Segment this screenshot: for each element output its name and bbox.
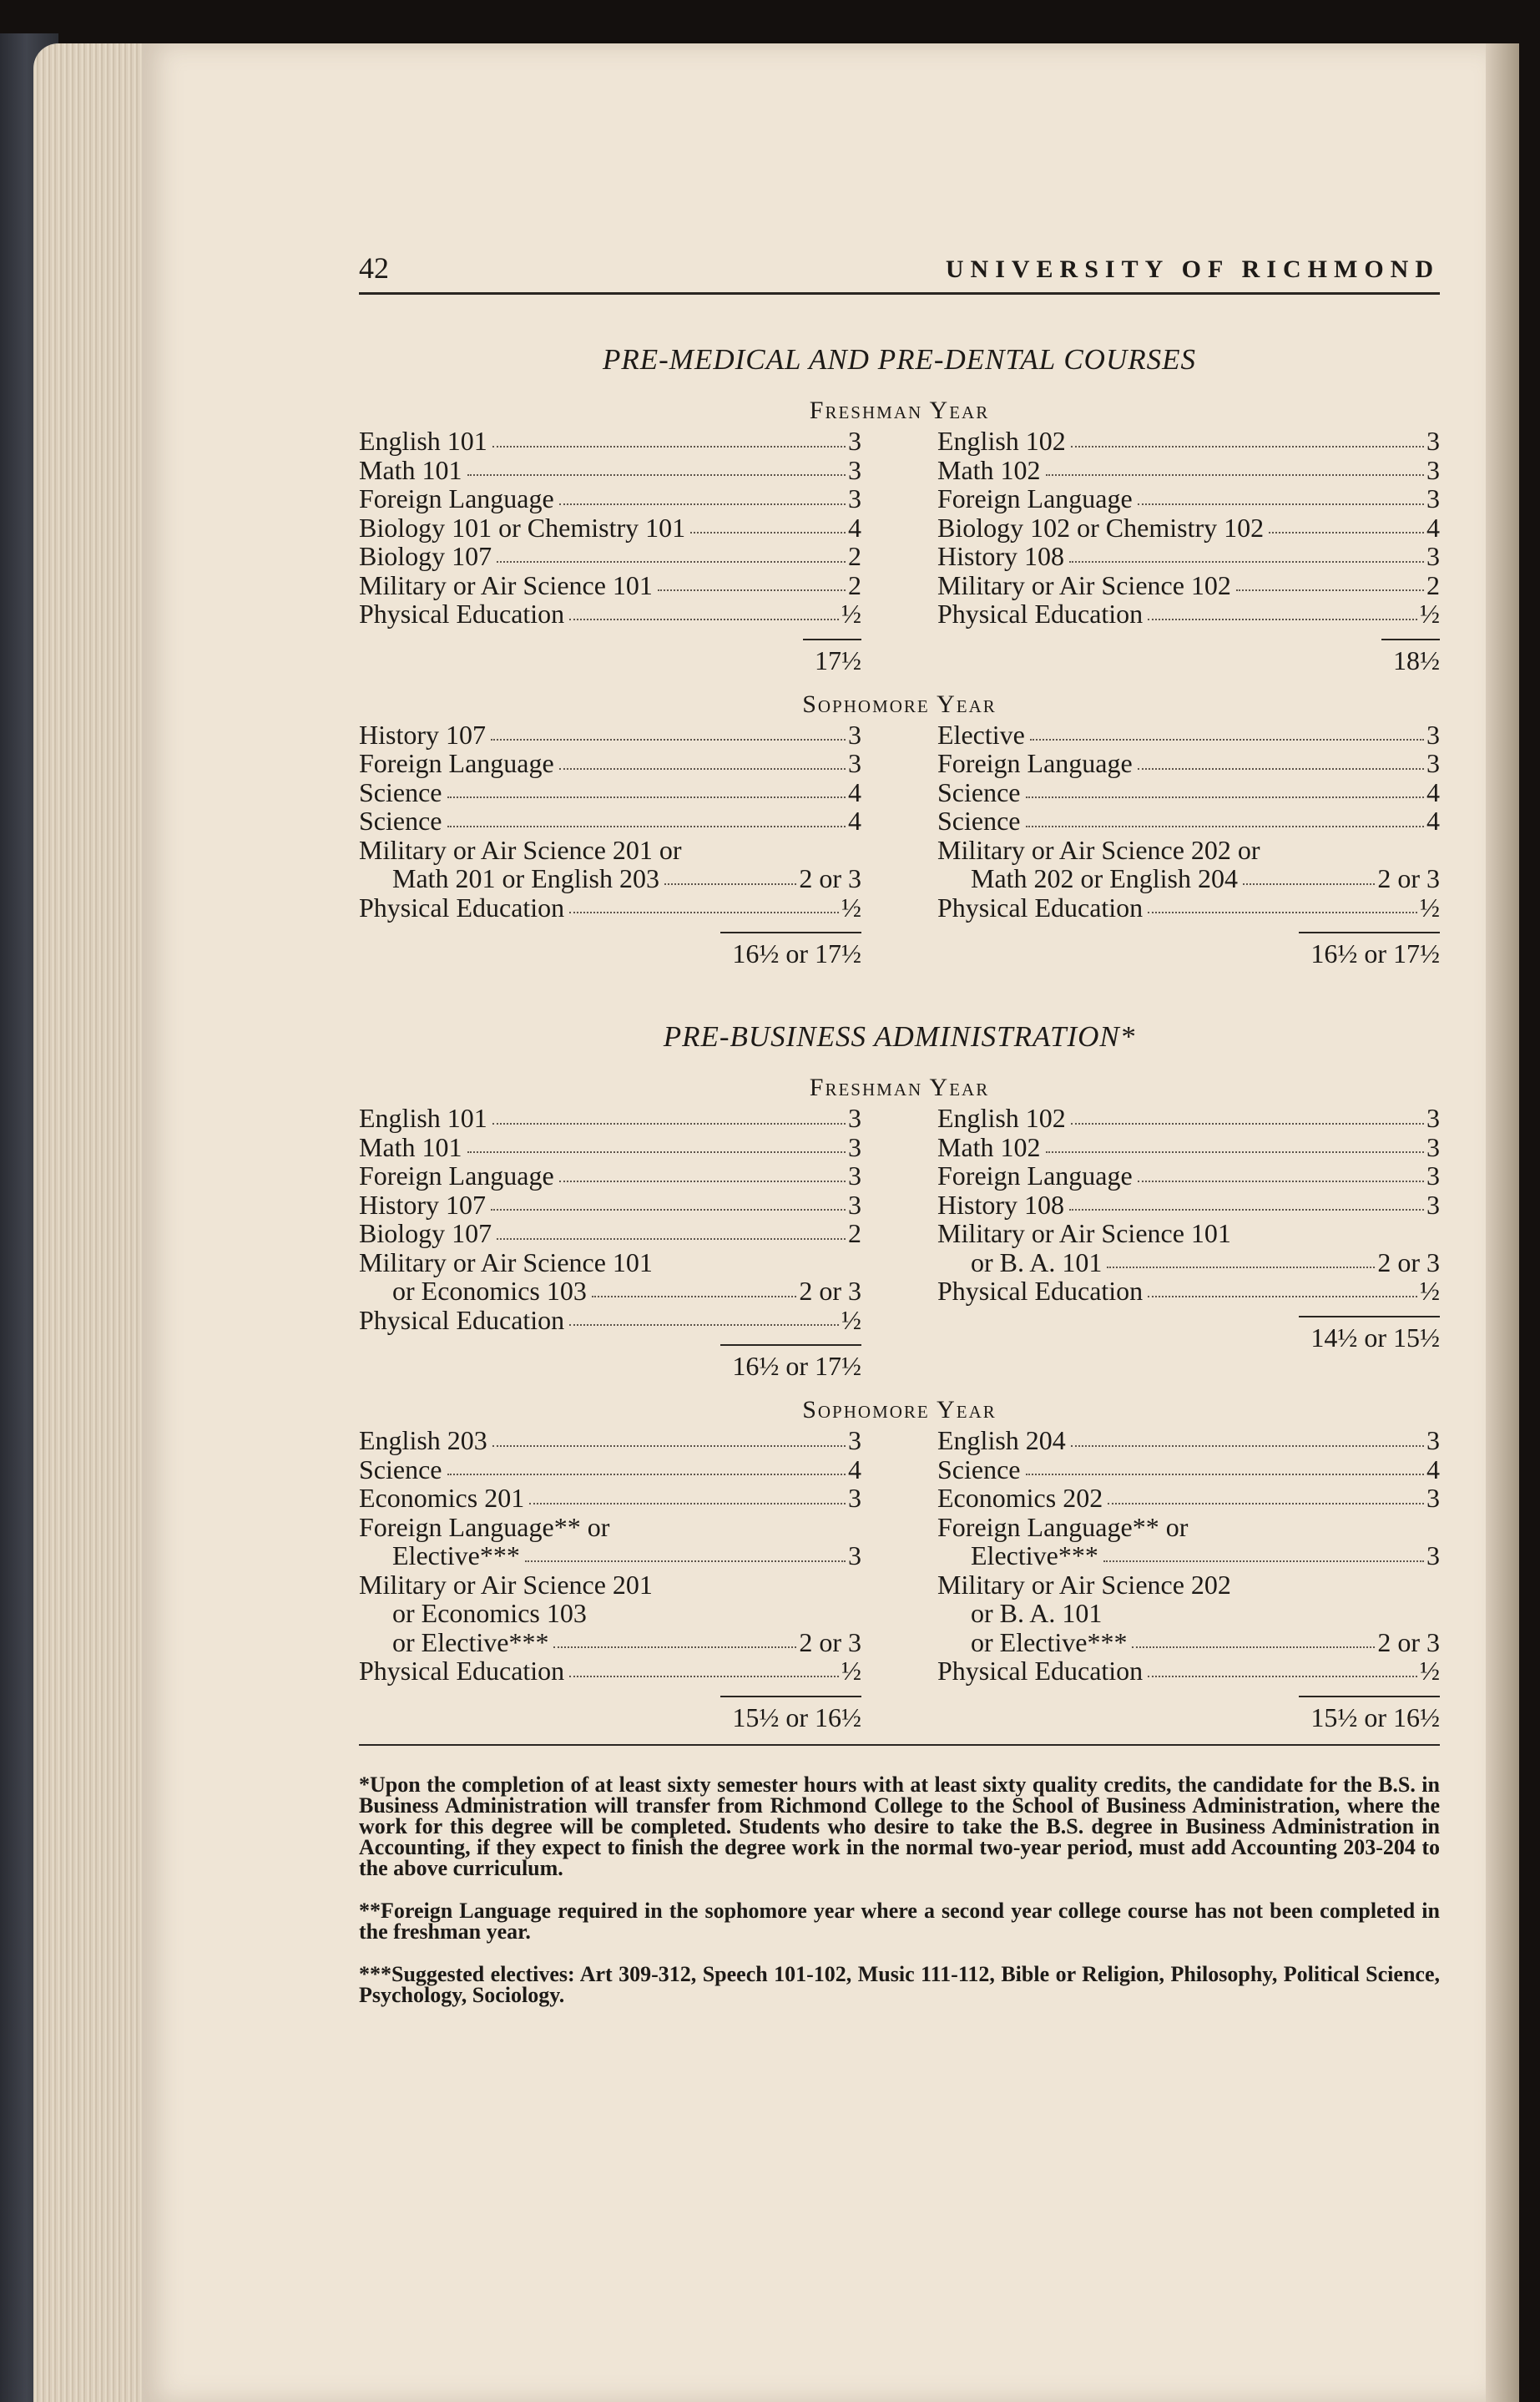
dot-leader (1148, 893, 1417, 914)
course-name: Economics 201 (359, 1483, 525, 1513)
credit-hours: 3 (1426, 454, 1440, 485)
credit-hours: 4 (848, 512, 861, 543)
dot-leader (491, 1191, 846, 1211)
course-row (937, 807, 1440, 836)
course-name: Biology 101 or Chemistry 101 (359, 512, 686, 543)
dot-leader (1132, 1628, 1375, 1649)
dot-leader (569, 1656, 839, 1677)
dot-leader (1138, 749, 1424, 770)
course-name: Science (937, 776, 1021, 807)
credit-hours: 4 (848, 776, 861, 807)
credit-hours: 2 or 3 (1377, 863, 1440, 893)
course-name: Physical Education (937, 1276, 1144, 1306)
total-rule (1299, 1316, 1440, 1317)
footnotes (359, 1744, 1440, 2005)
credit-hours: 3 (848, 1161, 861, 1191)
course-row (359, 749, 861, 778)
credit-hours: 2 or 3 (799, 1626, 861, 1657)
dot-leader (1148, 1656, 1417, 1677)
dot-leader (1026, 807, 1425, 827)
course-name: English 101 (359, 1103, 487, 1133)
course-name: Elective (937, 719, 1025, 750)
course-row (359, 1570, 861, 1600)
course-row (359, 427, 861, 456)
course-column-right (937, 1104, 1440, 1384)
course-name: English 102 (937, 426, 1066, 456)
course-name: or Economics 103 (392, 1598, 587, 1628)
section-title: PRE-MEDICAL AND PRE-DENTAL COURSES (603, 343, 1196, 376)
course-row (359, 542, 861, 571)
credit-hours: 2 or 3 (799, 863, 861, 893)
course-column-left (359, 1426, 861, 1736)
dot-leader (497, 1219, 846, 1240)
credit-hours: 2 (848, 541, 861, 571)
course-name: History 108 (937, 1189, 1064, 1220)
dot-leader (491, 721, 846, 741)
credit-total (937, 629, 1440, 679)
credit-total (359, 1334, 861, 1384)
curriculum-sections (359, 343, 1440, 1736)
dot-leader (592, 1277, 797, 1297)
credit-hours: 3 (848, 719, 861, 750)
course-row (359, 456, 861, 485)
course-column-right (937, 1426, 1440, 1736)
credit-hours: 2 (848, 569, 861, 600)
course-row (359, 1191, 861, 1220)
credit-hours: 3 (848, 454, 861, 485)
credit-hours: 3 (1426, 483, 1440, 513)
dot-leader (1103, 1541, 1424, 1562)
course-row (359, 1599, 861, 1628)
dot-leader (447, 778, 846, 799)
dot-leader (1236, 1570, 1437, 1591)
course-row (359, 893, 861, 923)
course-row (937, 1656, 1440, 1686)
dot-leader (1071, 1426, 1424, 1447)
course-row (359, 836, 861, 865)
section-title: PRE-BUSINESS ADMINISTRATION* (663, 1020, 1136, 1053)
credit-hours: 3 (848, 483, 861, 513)
course-column-left (359, 427, 861, 679)
credit-hours: ½ (1420, 599, 1440, 629)
course-row (937, 778, 1440, 807)
dot-leader (1071, 427, 1424, 448)
credit-hours: 4 (848, 1454, 861, 1484)
course-row (937, 542, 1440, 571)
course-row (359, 1541, 861, 1570)
course-row (359, 864, 861, 893)
dot-leader (467, 1133, 846, 1154)
dot-leader (687, 836, 859, 857)
course-row (359, 1455, 861, 1484)
dot-leader (569, 599, 839, 620)
course-name: Foreign Language (359, 483, 554, 513)
credit-hours: 3 (1426, 1540, 1440, 1570)
course-name: Science (359, 1454, 442, 1484)
course-row (359, 571, 861, 600)
dot-leader (1108, 1484, 1424, 1504)
course-name: Biology 107 (359, 541, 492, 571)
dot-leader (497, 542, 846, 563)
total-rule (1299, 1696, 1440, 1697)
credit-hours: 2 or 3 (1377, 1247, 1440, 1277)
dot-leader (1236, 571, 1424, 592)
course-row (937, 1484, 1440, 1513)
course-name: Military or Air Science 202 or (937, 834, 1260, 865)
running-title: UNIVERSITY OF RICHMOND (945, 255, 1440, 283)
total-rule (1381, 639, 1440, 640)
course-row (937, 1628, 1440, 1657)
dot-leader (1243, 864, 1375, 885)
dot-leader (569, 893, 839, 914)
dot-leader (559, 749, 846, 770)
dot-leader (1148, 599, 1417, 620)
course-column-right (937, 427, 1440, 679)
page-edges (33, 43, 150, 2402)
year-title: Freshman Year (809, 397, 990, 424)
credit-hours: 3 (1426, 748, 1440, 778)
dot-leader (447, 807, 846, 827)
course-name: Math 201 or English 203 (392, 863, 659, 893)
course-row (937, 864, 1440, 893)
dot-leader (1026, 1455, 1425, 1476)
course-name: Physical Education (359, 1304, 565, 1335)
credit-hours: 3 (1426, 1425, 1440, 1455)
course-row (937, 1599, 1440, 1628)
dot-leader (559, 484, 846, 505)
credit-hours: 3 (1426, 1483, 1440, 1513)
year-columns (359, 721, 1440, 973)
course-name: Biology 107 (359, 1218, 492, 1248)
course-row (359, 484, 861, 513)
course-name: Physical Education (937, 599, 1144, 629)
course-row (359, 1104, 861, 1133)
course-name: Physical Education (937, 1656, 1144, 1686)
dot-leader (529, 1484, 846, 1504)
course-name: Physical Education (359, 599, 565, 629)
course-row (937, 1133, 1440, 1162)
course-name: Military or Air Science 101 (359, 569, 653, 600)
credit-hours: 3 (848, 1483, 861, 1513)
dot-leader (658, 1248, 859, 1269)
dot-leader (592, 1599, 859, 1620)
dot-leader (658, 1570, 859, 1591)
total-hours: 16½ or 17½ (1310, 938, 1440, 968)
credit-hours: 3 (1426, 719, 1440, 750)
course-row (937, 1455, 1440, 1484)
course-row (359, 1484, 861, 1513)
course-name: or Elective*** (971, 1626, 1128, 1657)
course-name: Foreign Language** or (359, 1511, 610, 1542)
course-name: Math 102 (937, 1131, 1041, 1162)
course-name: Science (359, 806, 442, 836)
course-row (937, 1513, 1440, 1542)
year-title: Sophomore Year (802, 690, 997, 718)
course-name: Military or Air Science 201 or (359, 834, 682, 865)
course-name: Foreign Language (937, 1161, 1133, 1191)
course-name: Elective*** (392, 1540, 520, 1570)
credit-hours: 3 (848, 1425, 861, 1455)
course-name: or B. A. 101 (971, 1247, 1103, 1277)
credit-hours: 3 (1426, 1189, 1440, 1220)
credit-total (359, 629, 861, 679)
dot-leader (447, 1455, 846, 1476)
course-row (937, 1161, 1440, 1191)
course-row (937, 571, 1440, 600)
dot-leader (690, 513, 846, 534)
dot-leader (658, 571, 846, 592)
credit-hours: 4 (1426, 512, 1440, 543)
credit-hours: 2 (1426, 569, 1440, 600)
credit-total (937, 922, 1440, 972)
course-name: Elective*** (971, 1540, 1098, 1570)
dot-leader (1236, 1219, 1437, 1240)
course-row (359, 599, 861, 629)
total-rule (720, 932, 861, 933)
credit-hours: ½ (841, 599, 861, 629)
course-row (359, 1656, 861, 1686)
footnote: *Upon the completion of at least sixty semester hours with at least sixty quality credits, the candidate for the B.S. in Business Administration will transfer from Richmond College to the School of Business Administration, where the work for this degree will be completed. Students who desire to take the B.S. degree in Business Administration in Accounting, if they expect to finish the degree work in the normal two-year period, must add Accounting 203-204 to the above curriculum. (359, 1772, 1440, 1880)
credit-total (937, 1306, 1440, 1356)
course-name: History 107 (359, 719, 486, 750)
credit-hours: 4 (1426, 1454, 1440, 1484)
course-name: or Elective*** (392, 1626, 549, 1657)
page-content (359, 250, 1440, 2012)
total-rule (1299, 932, 1440, 933)
course-row (359, 1248, 861, 1277)
course-name: Foreign Language (359, 748, 554, 778)
dot-leader (492, 427, 846, 448)
dot-leader (1107, 1248, 1375, 1269)
total-rule (720, 1696, 861, 1697)
course-row (937, 1426, 1440, 1455)
dot-leader (1138, 1161, 1424, 1182)
year-title: Freshman Year (809, 1074, 990, 1101)
footnote: **Foreign Language required in the sophomore year where a second year college course has not been completed in the freshman year. (359, 1898, 1440, 1944)
course-row (359, 1277, 861, 1306)
credit-hours: ½ (1420, 892, 1440, 923)
dot-leader (1046, 1133, 1424, 1154)
course-name: English 102 (937, 1103, 1066, 1133)
credit-hours: 3 (1426, 426, 1440, 456)
course-row (937, 1541, 1440, 1570)
credit-hours: 3 (848, 1131, 861, 1162)
course-row (359, 1628, 861, 1657)
course-row (359, 1513, 861, 1542)
course-name: Physical Education (359, 892, 565, 923)
course-name: History 108 (937, 541, 1064, 571)
year-columns (359, 1426, 1440, 1736)
year-columns (359, 1104, 1440, 1384)
course-name: Foreign Language (937, 748, 1133, 778)
course-name: Science (359, 776, 442, 807)
dot-leader (1265, 836, 1437, 857)
credit-hours: ½ (841, 1656, 861, 1686)
course-name: Math 102 (937, 454, 1041, 485)
course-name: Military or Air Science 102 (937, 569, 1231, 600)
credit-hours: 3 (848, 1540, 861, 1570)
total-hours: 14½ or 15½ (1310, 1322, 1440, 1353)
course-row (937, 749, 1440, 778)
credit-total (937, 1686, 1440, 1736)
course-name: Foreign Language (359, 1161, 554, 1191)
course-row (937, 513, 1440, 543)
course-row (359, 807, 861, 836)
course-row (937, 1191, 1440, 1220)
course-row (359, 1133, 861, 1162)
course-name: Physical Education (359, 1656, 565, 1686)
footnote: ***Suggested electives: Art 309-312, Speech 101-102, Music 111-112, Bible or Religion, Philosophy, Political Science, Psychology, Sociology. (359, 1961, 1440, 2007)
credit-hours: 3 (1426, 1103, 1440, 1133)
total-hours: 15½ or 16½ (1310, 1702, 1440, 1732)
course-row (937, 484, 1440, 513)
course-name: Math 101 (359, 454, 462, 485)
course-name: Military or Air Science 101 (359, 1247, 653, 1277)
dot-leader (1030, 721, 1424, 741)
credit-hours: 2 (848, 1218, 861, 1248)
total-rule (720, 1344, 861, 1346)
course-name: Biology 102 or Chemistry 102 (937, 512, 1265, 543)
course-name: History 107 (359, 1189, 486, 1220)
year-title: Sophomore Year (802, 1396, 997, 1424)
course-name: or Economics 103 (392, 1276, 587, 1306)
dot-leader (1148, 1277, 1417, 1297)
credit-hours: 3 (1426, 1161, 1440, 1191)
dot-leader (664, 864, 796, 885)
credit-hours: 3 (848, 748, 861, 778)
credit-hours: 3 (848, 1189, 861, 1220)
credit-hours: ½ (841, 892, 861, 923)
dot-leader (467, 456, 846, 477)
credit-hours: ½ (1420, 1276, 1440, 1306)
course-row (937, 427, 1440, 456)
credit-hours: 4 (848, 806, 861, 836)
dot-leader (1107, 1599, 1437, 1620)
credit-hours: 3 (848, 426, 861, 456)
dot-leader (569, 1306, 839, 1327)
total-rule (803, 639, 861, 640)
dot-leader (553, 1628, 796, 1649)
course-row (937, 1219, 1440, 1248)
credit-total (359, 922, 861, 972)
dot-leader (1071, 1104, 1424, 1125)
dot-leader (492, 1426, 846, 1447)
course-name: Math 202 or English 204 (971, 863, 1238, 893)
credit-total (359, 1686, 861, 1736)
course-row (937, 599, 1440, 629)
dot-leader (492, 1104, 846, 1125)
total-hours: 16½ or 17½ (732, 1351, 861, 1381)
credit-hours: ½ (841, 1304, 861, 1335)
course-row (359, 1219, 861, 1248)
course-row (937, 721, 1440, 750)
course-name: or B. A. 101 (971, 1598, 1103, 1628)
course-name: Science (937, 806, 1021, 836)
course-row (359, 513, 861, 543)
course-column-left (359, 1104, 861, 1384)
dot-leader (1138, 484, 1424, 505)
dot-leader (559, 1161, 846, 1182)
total-hours: 15½ or 16½ (732, 1702, 861, 1732)
dot-leader (1046, 456, 1424, 477)
dot-leader (525, 1541, 846, 1562)
course-name: Foreign Language (937, 483, 1133, 513)
credit-hours: 3 (1426, 1131, 1440, 1162)
credit-hours: 3 (1426, 541, 1440, 571)
course-name: English 204 (937, 1425, 1066, 1455)
dot-leader (1026, 778, 1425, 799)
page-header (359, 250, 1440, 295)
course-row (937, 456, 1440, 485)
course-name: English 101 (359, 426, 487, 456)
total-hours: 16½ or 17½ (732, 938, 861, 968)
course-row (937, 1570, 1440, 1600)
dot-leader (1269, 513, 1424, 534)
credit-hours: 2 or 3 (799, 1276, 861, 1306)
course-name: Math 101 (359, 1131, 462, 1162)
credit-hours: 2 or 3 (1377, 1626, 1440, 1657)
credit-hours: ½ (1420, 1656, 1440, 1686)
total-hours: 18½ (1393, 645, 1440, 675)
credit-hours: 4 (1426, 806, 1440, 836)
course-column-left (359, 721, 861, 973)
year-columns (359, 427, 1440, 679)
credit-hours: 4 (1426, 776, 1440, 807)
course-name: Physical Education (937, 892, 1144, 923)
course-row (937, 1277, 1440, 1306)
course-name: Military or Air Science 201 (359, 1569, 653, 1600)
page-number: 42 (359, 251, 389, 285)
course-row (937, 893, 1440, 923)
course-name: English 203 (359, 1425, 487, 1455)
course-row (359, 1161, 861, 1191)
course-row (359, 721, 861, 750)
course-row (937, 1104, 1440, 1133)
course-name: Military or Air Science 202 (937, 1569, 1231, 1600)
course-row (937, 1248, 1440, 1277)
dot-leader (1193, 1513, 1437, 1534)
course-row (359, 1426, 861, 1455)
course-name: Economics 202 (937, 1483, 1103, 1513)
course-row (359, 778, 861, 807)
dot-leader (614, 1513, 859, 1534)
dot-leader (1069, 1191, 1424, 1211)
course-column-right (937, 721, 1440, 973)
credit-hours: 3 (848, 1103, 861, 1133)
course-row (359, 1306, 861, 1335)
page-gutter-shadow (1486, 43, 1519, 2402)
course-name: Science (937, 1454, 1021, 1484)
course-name: Foreign Language** or (937, 1511, 1189, 1542)
course-row (937, 836, 1440, 865)
course-name: Military or Air Science 101 (937, 1218, 1231, 1248)
dot-leader (1069, 542, 1424, 563)
total-hours: 17½ (815, 645, 861, 675)
